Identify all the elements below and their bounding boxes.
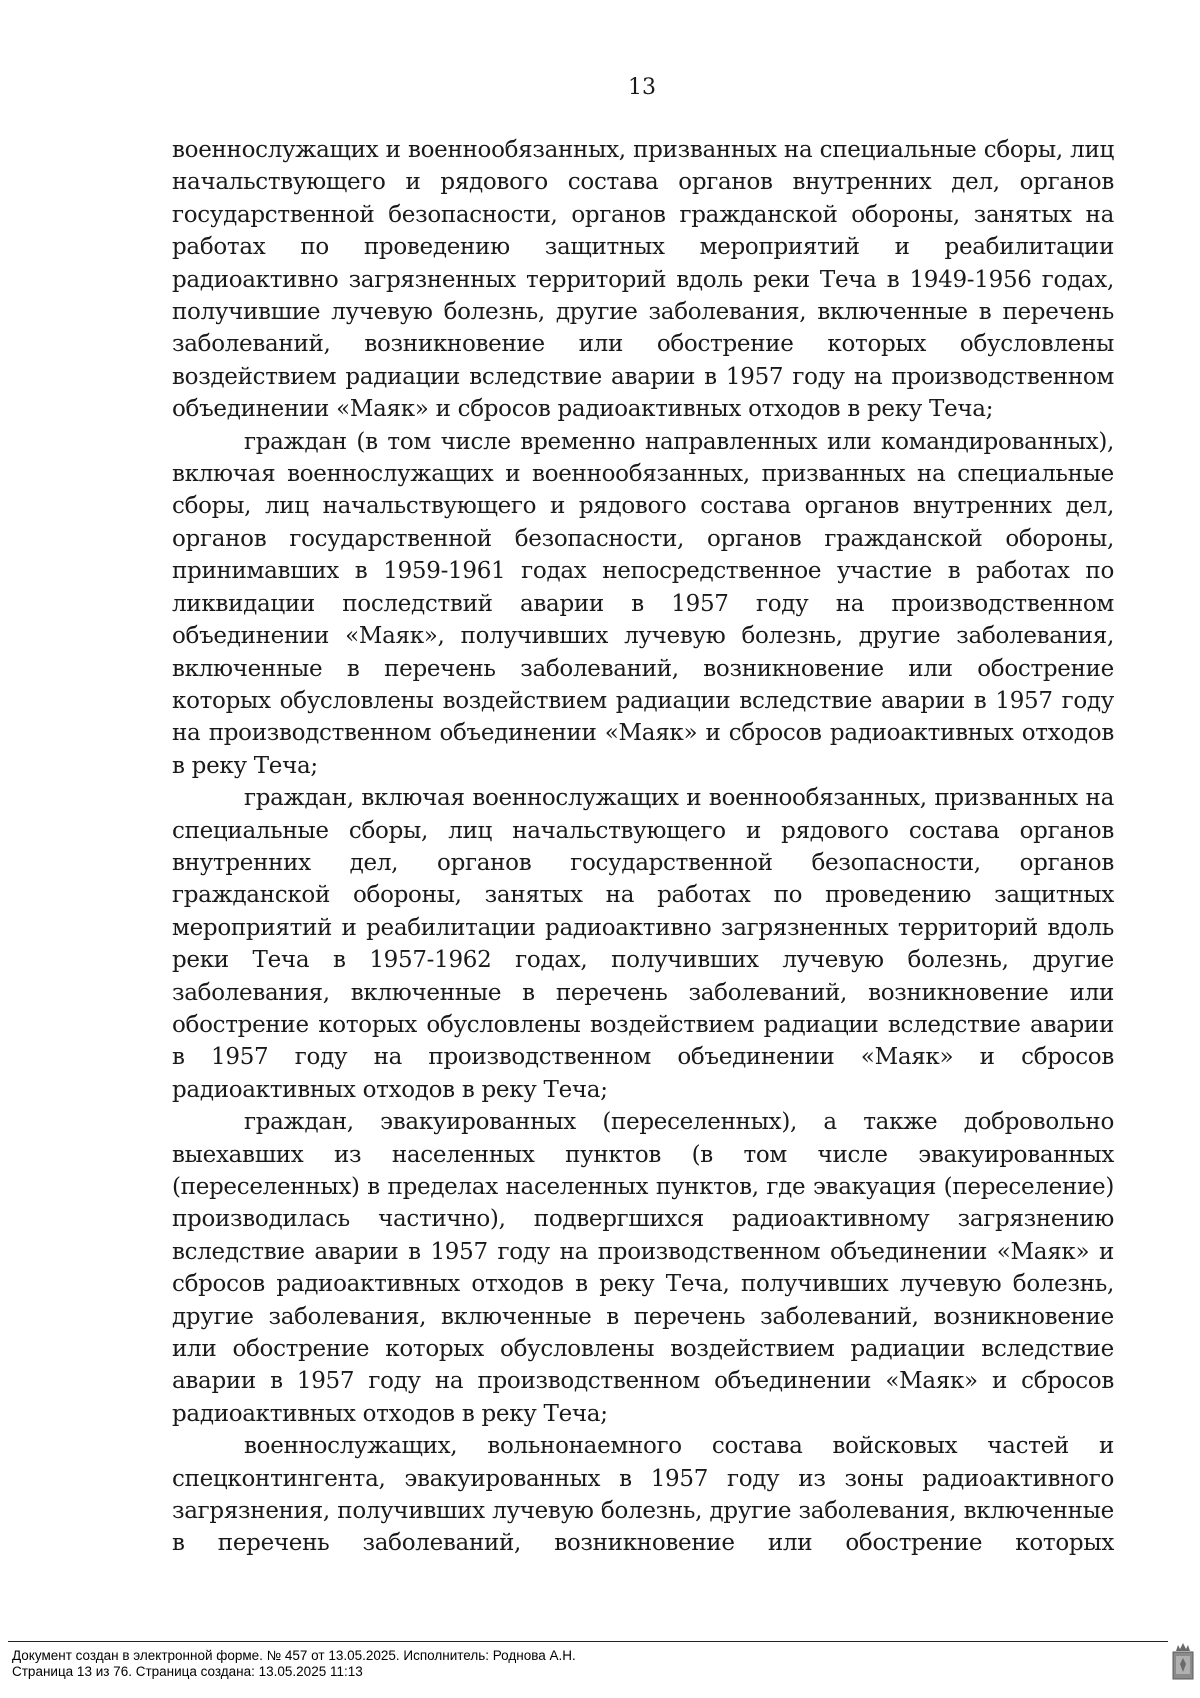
document-body: [172, 134, 1114, 1560]
paragraph-3: граждан, включая военнослужащих и военнообязанных, призванных на специальные сборы, лиц начальствующего и рядового состава органов внутренних дел, органов государственной безопасности, органов гражданской обороны, занятых на работах по проведению защитных мероприятий и реабилитации радиоактивно загрязненных территорий вдоль реки Теча в 1957-1962 годах, получивших лучевую болезнь, другие заболевания, включенные в перечень заболеваний, возникновение или обострение которых обусловлены воздействием радиации вследствие аварии в 1957 году на производственном объединении «Маяк» и сбросов радиоактивных отходов в реку Теча;: [172, 785, 1114, 1103]
footer: [12, 1648, 576, 1680]
footer-page-info: Страница 13 из 76. Страница создана: 13.05.2025 11:13: [12, 1664, 363, 1679]
coat-of-arms-icon: [1172, 1640, 1194, 1680]
paragraph-2: граждан (в том числе временно направленных или командированных), включая военнослужащих и военнообязанных, призванных на специальные сборы, лиц начальствующего и рядового состава органов внутренних дел, органов государственной безопасности, органов гражданской обороны, принимавших в 1959-1961 годах непосредственное участие в работах по ликвидации последствий аварии в 1957 году на производственном объединении «Маяк», получивших лучевую болезнь, другие заболевания, включенные в перечень заболеваний, возникновение или обострение которых обусловлены воздействием радиации вследствие аварии в 1957 году на производственном объединении «Маяк» и сбросов радиоактивных отходов в реку Теча;: [172, 428, 1114, 779]
footer-document-info: Документ создан в электронной форме. № 457 от 13.05.2025. Исполнитель: Роднова А.Н.: [12, 1648, 576, 1663]
paragraph-5: военнослужащих, вольнонаемного состава войсковых частей и спецконтингента, эвакуированных в 1957 году из зоны радиоактивного загрязнения, получивших лучевую болезнь, другие заболевания, включенные в перечень заболеваний, возникновение или обострение которых: [172, 1433, 1114, 1557]
page-number: 13: [628, 75, 656, 100]
footer-divider: [8, 1641, 1168, 1642]
paragraph-1: военнослужащих и военнообязанных, призванных на специальные сборы, лиц начальствующего и рядового состава органов внутренних дел, органов государственной безопасности, органов гражданской обороны, занятых на работах по проведению защитных мероприятий и реабилитации радиоактивно загрязненных территорий вдоль реки Теча в 1949-1956 годах, получившие лучевую болезнь, другие заболевания, включенные в перечень заболеваний, возникновение или обострение которых обусловлены воздействием радиации вследствие аварии в 1957 году на производственном объединении «Маяк» и сбросов радиоактивных отходов в реку Теча;: [172, 137, 1114, 423]
paragraph-4: граждан, эвакуированных (переселенных), а также добровольно выехавших из населенных пунктов (в том числе эвакуированных (переселенных) в пределах населенных пунктов, где эвакуация (переселение) производилась частично), подвергшихся радиоактивному загрязнению вследствие аварии в 1957 году на производственном объединении «Маяк» и сбросов радиоактивных отходов в реку Теча, получивших лучевую болезнь, другие заболевания, включенные в перечень заболеваний, возникновение или обострение которых обусловлены воздействием радиации вследствие аварии в 1957 году на производственном объединении «Маяк» и сбросов радиоактивных отходов в реку Теча;: [172, 1109, 1114, 1427]
